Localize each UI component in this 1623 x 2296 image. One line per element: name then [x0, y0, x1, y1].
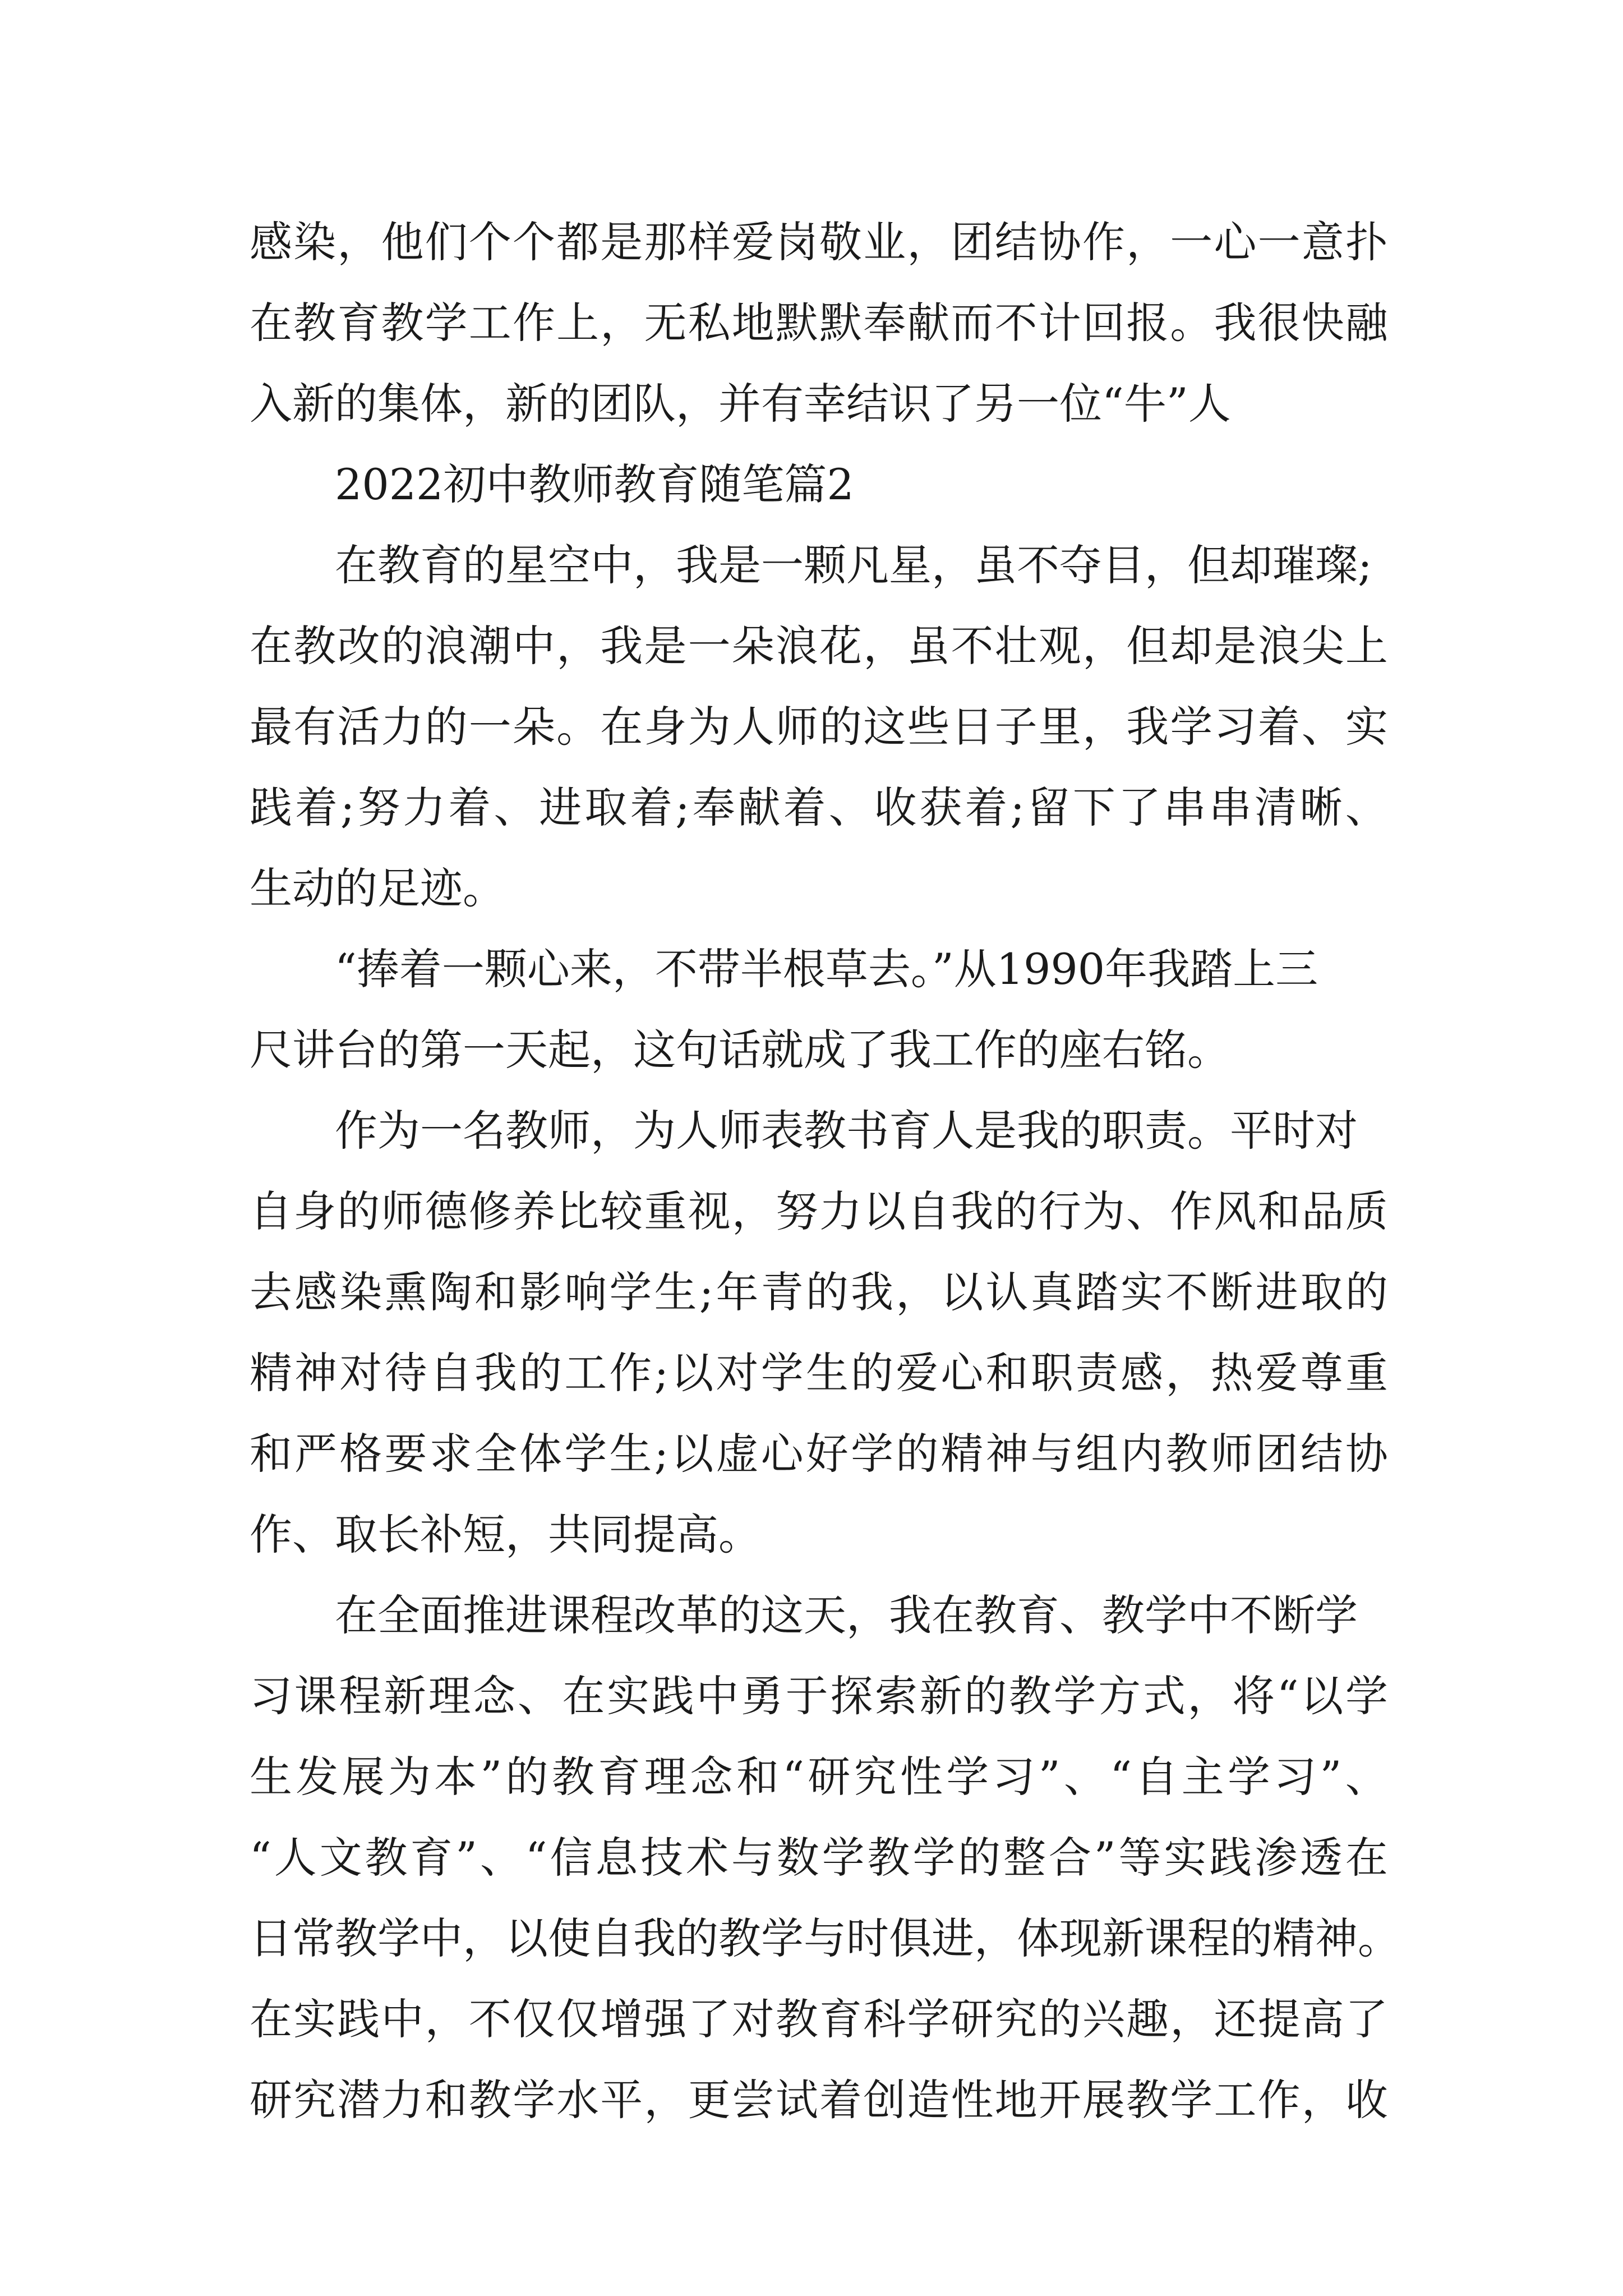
text-line: “捧着一颗心来，不带半根草去。”从1990年我踏上三: [335, 944, 1318, 994]
text-line: 日 常 教 学 中 ， 以 使 自 我 的 教 学 与 时 俱 进 ， 体 现 新 课 程 的 精 神 。: [250, 1913, 1400, 1963]
text-line: 最 有 活 力 的 一 朵 。 在 身 为 人 师 的 这 些 日 子 里 ， 我 学 习 着 、 实: [250, 702, 1388, 752]
section-heading: 2022初中教师教育随笔篇2: [335, 459, 854, 509]
text-line: 和 严 格 要 求 全 体 学 生 ; 以 虚 心 好 学 的 精 神 与 组 内 教 师 团 结 协: [250, 1429, 1388, 1479]
text-line: 践 着 ; 努 力 着 、 进 取 着 ; 奉 献 着 、 收 获 着 ; 留 下 了 串 串 清 晰 、: [250, 783, 1388, 832]
text-line: 在 教 育 教 学 工 作 上 ， 无 私 地 默 默 奉 献 而 不 计 回 报 。 我 很 快 融: [250, 298, 1388, 348]
text-line: “ 人 文 教 育 ” 、 “ 信 息 技 术 与 数 学 教 学 的 整 合 ” 等 实 践 渗 透 在: [250, 1833, 1388, 1883]
text-line: 精 神 对 待 自 我 的 工 作 ; 以 对 学 生 的 爱 心 和 职 责 感 ， 热 爱 尊 重: [250, 1348, 1388, 1398]
text-line: 尺讲台的第一天起，这句话就成了我工作的座右铭。: [250, 1025, 1230, 1075]
text-line: 研 究 潜 力 和 教 学 水 平 ， 更 尝 试 着 创 造 性 地 开 展 教 学 工 作 ， 收: [250, 2075, 1388, 2125]
text-line: 作、取长补短，共同提高。: [250, 1510, 761, 1559]
text-line: 去 感 染 熏 陶 和 影 响 学 生 ; 年 青 的 我 ， 以 认 真 踏 实 不 断 进 取 的: [250, 1267, 1388, 1317]
text-line: 在教育的星空中，我是一颗凡星，虽不夺目，但却璀璨;: [335, 540, 1372, 590]
text-line: 入新的集体，新的团队，并有幸结识了另一位“牛”人: [250, 379, 1231, 429]
text-line: 在 教 改 的 浪 潮 中 ， 我 是 一 朵 浪 花 ， 虽 不 壮 观 ， 但 却 是 浪 尖 上: [250, 621, 1388, 671]
text-line: 在全面推进课程改革的这天，我在教育、教学中不断学: [335, 1590, 1358, 1640]
text-line: 生动的足迹。: [250, 863, 505, 913]
text-line: 在 实 践 中 ， 不 仅 仅 增 强 了 对 教 育 科 学 研 究 的 兴 趣 ， 还 提 高 了: [250, 1994, 1388, 2044]
text-line: 习 课 程 新 理 念 、 在 实 践 中 勇 于 探 索 新 的 教 学 方 式 ， 将 “ 以 学: [250, 1671, 1388, 1721]
text-line: 感 染 ， 他 们 个 个 都 是 那 样 爱 岗 敬 业 ， 团 结 协 作 ， 一 心 一 意 扑: [250, 217, 1388, 267]
text-line: 自 身 的 师 德 修 养 比 较 重 视 ， 努 力 以 自 我 的 行 为 、 作 风 和 品 质: [250, 1186, 1388, 1236]
text-line: 作为一名教师，为人师表教书育人是我的职责。平时对: [335, 1106, 1358, 1156]
document-body: [250, 202, 1400, 2141]
text-line: 生 发 展 为 本 ” 的 教 育 理 念 和 “ 研 究 性 学 习 ” 、 “ 自 主 学 习 ” 、: [250, 1752, 1388, 1802]
